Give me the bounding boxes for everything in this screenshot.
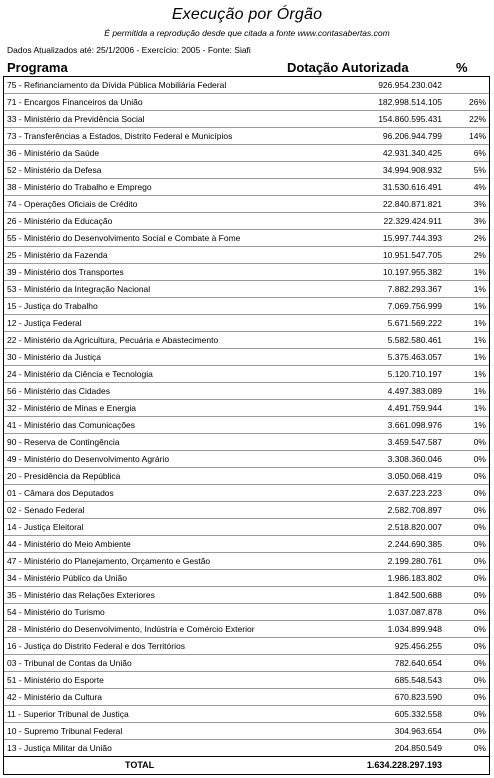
row-percent: 1% xyxy=(473,420,486,430)
row-dotacao: 685.548.543 xyxy=(394,675,442,685)
row-dotacao: 605.332.558 xyxy=(394,709,442,719)
row-dotacao: 4.497.383.089 xyxy=(387,386,442,396)
table-row xyxy=(3,179,489,196)
row-programa: 11 - Superior Tribunal de Justiça xyxy=(7,709,129,719)
row-dotacao: 3.050.068.419 xyxy=(387,471,442,481)
row-percent: 0% xyxy=(473,675,486,685)
row-percent: 0% xyxy=(473,590,486,600)
row-programa: 73 - Transferências a Estados, Distrito Federal e Municípios xyxy=(7,131,233,141)
row-programa: 52 - Ministério da Defesa xyxy=(7,165,102,175)
row-dotacao: 31.530.616.491 xyxy=(382,182,442,192)
row-percent: 0% xyxy=(473,709,486,719)
row-percent: 1% xyxy=(473,318,486,328)
row-dotacao: 15.997.744.393 xyxy=(382,233,442,243)
table-row xyxy=(3,383,489,400)
table-row xyxy=(3,247,489,264)
row-programa: 49 - Ministério do Desenvolvimento Agrário xyxy=(7,454,170,464)
table-row xyxy=(3,519,489,536)
row-programa: 44 - Ministério do Meio Ambiente xyxy=(7,539,131,549)
table-row xyxy=(3,417,489,434)
row-programa: 34 - Ministério Público da União xyxy=(7,573,128,583)
table-row xyxy=(3,451,489,468)
total-label: TOTAL xyxy=(125,760,155,770)
row-programa: 15 - Justiça do Trabalho xyxy=(7,301,98,311)
row-percent: 0% xyxy=(473,641,486,651)
row-dotacao: 42.931.340.425 xyxy=(382,148,442,158)
total-row xyxy=(3,757,489,774)
row-dotacao: 1.986.183.802 xyxy=(387,573,442,583)
row-percent: 0% xyxy=(473,726,486,736)
row-dotacao: 2.637.223.223 xyxy=(387,488,442,498)
row-percent: 0% xyxy=(473,454,486,464)
row-percent: 0% xyxy=(473,437,486,447)
row-percent: 1% xyxy=(473,369,486,379)
row-programa: 42 - Ministério da Cultura xyxy=(7,692,102,702)
table-row xyxy=(3,128,489,145)
row-dotacao: 3.308.360.046 xyxy=(387,454,442,464)
table-row xyxy=(3,213,489,230)
table-row xyxy=(3,502,489,519)
row-dotacao: 3.459.547.587 xyxy=(387,437,442,447)
row-percent: 0% xyxy=(473,743,486,753)
row-dotacao: 10.951.547.705 xyxy=(382,250,442,260)
row-percent: 0% xyxy=(473,505,486,515)
row-programa: 35 - Ministério das Relações Exteriores xyxy=(7,590,155,600)
table-row xyxy=(3,264,489,281)
row-percent: 1% xyxy=(473,301,486,311)
row-programa: 53 - Ministério da Integração Nacional xyxy=(7,284,151,294)
row-percent: 0% xyxy=(473,488,486,498)
row-dotacao: 204.850.549 xyxy=(394,743,442,753)
row-dotacao: 782.640.654 xyxy=(394,658,442,668)
row-percent: 6% xyxy=(473,148,486,158)
row-programa: 01 - Câmara dos Deputados xyxy=(7,488,114,498)
table-row xyxy=(3,332,489,349)
table-row xyxy=(3,281,489,298)
row-dotacao: 96.206.944.799 xyxy=(382,131,442,141)
table-row xyxy=(3,689,489,706)
row-percent: 4% xyxy=(473,182,486,192)
row-programa: 90 - Reserva de Contingência xyxy=(7,437,120,447)
row-dotacao: 3.661.098.976 xyxy=(387,420,442,430)
row-percent: 1% xyxy=(473,267,486,277)
row-percent: 2% xyxy=(473,233,486,243)
column-header-programa: Programa xyxy=(7,60,68,75)
row-percent: 0% xyxy=(473,658,486,668)
reproduction-notice: É permitida a reprodução desde que citada a fonte www.contasabertas.com xyxy=(104,28,390,38)
row-dotacao: 4.491.759.944 xyxy=(387,403,442,413)
table-row xyxy=(3,740,489,757)
row-percent: 0% xyxy=(473,692,486,702)
row-programa: 14 - Justiça Eleitoral xyxy=(7,522,84,532)
row-programa: 56 - Ministério das Cidades xyxy=(7,386,110,396)
row-programa: 03 - Tribunal de Contas da União xyxy=(7,658,132,668)
row-percent: 1% xyxy=(473,284,486,294)
table-row xyxy=(3,706,489,723)
row-dotacao: 22.840.871.821 xyxy=(382,199,442,209)
table-row xyxy=(3,298,489,315)
row-programa: 36 - Ministério da Saúde xyxy=(7,148,100,158)
row-percent: 0% xyxy=(473,522,486,532)
row-programa: 71 - Encargos Financeiros da União xyxy=(7,97,143,107)
row-dotacao: 2.244.690.385 xyxy=(387,539,442,549)
page-title: Execução por Órgão xyxy=(171,6,323,23)
table-row xyxy=(3,604,489,621)
row-percent: 1% xyxy=(473,403,486,413)
table-row xyxy=(3,485,489,502)
table-row xyxy=(3,162,489,179)
row-programa: 38 - Ministério do Trabalho e Emprego xyxy=(7,182,152,192)
row-percent: 26% xyxy=(468,97,486,107)
row-programa: 41 - Ministério das Comunicações xyxy=(7,420,136,430)
row-percent: 1% xyxy=(473,386,486,396)
row-dotacao: 925.456.255 xyxy=(394,641,442,651)
row-dotacao: 154.860.595.431 xyxy=(378,114,442,124)
row-dotacao: 7.882.293.367 xyxy=(387,284,442,294)
table-row xyxy=(3,536,489,553)
table-row xyxy=(3,196,489,213)
row-programa: 16 - Justiça do Distrito Federal e dos Territórios xyxy=(7,641,185,651)
row-dotacao: 10.197.955.382 xyxy=(382,267,442,277)
table-border-left xyxy=(3,76,4,775)
row-percent: 0% xyxy=(473,556,486,566)
row-programa: 20 - Presidência da República xyxy=(7,471,121,481)
table-row xyxy=(3,655,489,672)
row-dotacao: 1.842.500.688 xyxy=(387,590,442,600)
column-header-dotacao: Dotação Autorizada xyxy=(287,60,409,75)
row-dotacao: 5.671.569.222 xyxy=(387,318,442,328)
row-dotacao: 2.199.280.761 xyxy=(387,556,442,566)
column-header-percent: % xyxy=(456,60,468,75)
row-dotacao: 670.823.590 xyxy=(394,692,442,702)
table-row xyxy=(3,621,489,638)
table-row xyxy=(3,230,489,247)
table-row xyxy=(3,315,489,332)
row-percent: 3% xyxy=(473,199,486,209)
table-row xyxy=(3,570,489,587)
table-row xyxy=(3,366,489,383)
row-programa: 24 - Ministério da Ciência e Tecnologia xyxy=(7,369,153,379)
row-percent: 0% xyxy=(473,471,486,481)
row-dotacao: 5.120.710.197 xyxy=(387,369,442,379)
table-row xyxy=(3,553,489,570)
row-dotacao: 5.375.463.057 xyxy=(387,352,442,362)
row-programa: 54 - Ministério do Turismo xyxy=(7,607,105,617)
total-value: 1.634.228.297.193 xyxy=(366,760,442,770)
row-percent: 0% xyxy=(473,607,486,617)
row-programa: 55 - Ministério do Desenvolvimento Social e Combate à Fome xyxy=(7,233,241,243)
table-row xyxy=(3,145,489,162)
row-dotacao: 1.034.899.948 xyxy=(387,624,442,634)
row-programa: 10 - Supremo Tribunal Federal xyxy=(7,726,123,736)
row-dotacao: 22.329.424.911 xyxy=(383,216,442,226)
row-programa: 13 - Justiça Militar da União xyxy=(7,743,112,753)
row-percent: 2% xyxy=(473,250,486,260)
row-programa: 22 - Ministério da Agricultura, Pecuária e Abastecimento xyxy=(7,335,219,345)
row-percent: 3% xyxy=(473,216,486,226)
row-programa: 02 - Senado Federal xyxy=(7,505,85,515)
table-row xyxy=(3,434,489,451)
row-dotacao: 5.582.580.461 xyxy=(387,335,442,345)
row-dotacao: 926.954.230.042 xyxy=(378,80,442,90)
row-percent: 14% xyxy=(468,131,486,141)
row-percent: 0% xyxy=(473,624,486,634)
table-row xyxy=(3,638,489,655)
table-row xyxy=(3,94,489,111)
table-row xyxy=(3,587,489,604)
row-percent: 0% xyxy=(473,573,486,583)
table-row xyxy=(3,77,489,94)
table-row xyxy=(3,468,489,485)
table-border-right xyxy=(489,76,490,775)
row-programa: 75 - Refinanciamento da Dívida Pública Mobiliária Federal xyxy=(7,80,227,90)
row-programa: 28 - Ministério do Desenvolvimento, Indústria e Comércio Exterior xyxy=(7,624,255,634)
table-row xyxy=(3,400,489,417)
row-percent: 5% xyxy=(473,165,486,175)
row-dotacao: 2.518.820.007 xyxy=(387,522,442,532)
row-programa: 26 - Ministério da Educação xyxy=(7,216,113,226)
table-row xyxy=(3,672,489,689)
table-row xyxy=(3,349,489,366)
row-percent: 1% xyxy=(473,352,486,362)
row-programa: 12 - Justiça Federal xyxy=(7,318,82,328)
row-dotacao: 34.994.908.932 xyxy=(382,165,442,175)
row-dotacao: 2.582.708.897 xyxy=(387,505,442,515)
row-programa: 30 - Ministério da Justiça xyxy=(7,352,102,362)
row-percent: 1% xyxy=(473,335,486,345)
row-programa: 51 - Ministério do Esporte xyxy=(7,675,104,685)
table-row xyxy=(3,111,489,128)
data-update-info: Dados Atualizados até: 25/1/2006 - Exercício: 2005 - Fonte: Siafi xyxy=(7,45,251,55)
row-programa: 74 - Operações Oficiais de Crédito xyxy=(7,199,138,209)
row-programa: 25 - Ministério da Fazenda xyxy=(7,250,108,260)
row-dotacao: 182.998.514.105 xyxy=(378,97,442,107)
row-programa: 32 - Ministério de Minas e Energia xyxy=(7,403,136,413)
row-programa: 39 - Ministério dos Transportes xyxy=(7,267,124,277)
total-divider-bottom xyxy=(3,774,489,775)
row-dotacao: 7.069.756.999 xyxy=(387,301,442,311)
budget-table xyxy=(3,77,489,757)
row-dotacao: 1.037.087.878 xyxy=(387,607,442,617)
table-row xyxy=(3,723,489,740)
row-programa: 47 - Ministério do Planejamento, Orçamento e Gestão xyxy=(7,556,211,566)
row-percent: 0% xyxy=(473,539,486,549)
row-percent: 22% xyxy=(468,114,486,124)
row-programa: 33 - Ministério da Previdência Social xyxy=(7,114,145,124)
row-dotacao: 304.963.654 xyxy=(394,726,442,736)
